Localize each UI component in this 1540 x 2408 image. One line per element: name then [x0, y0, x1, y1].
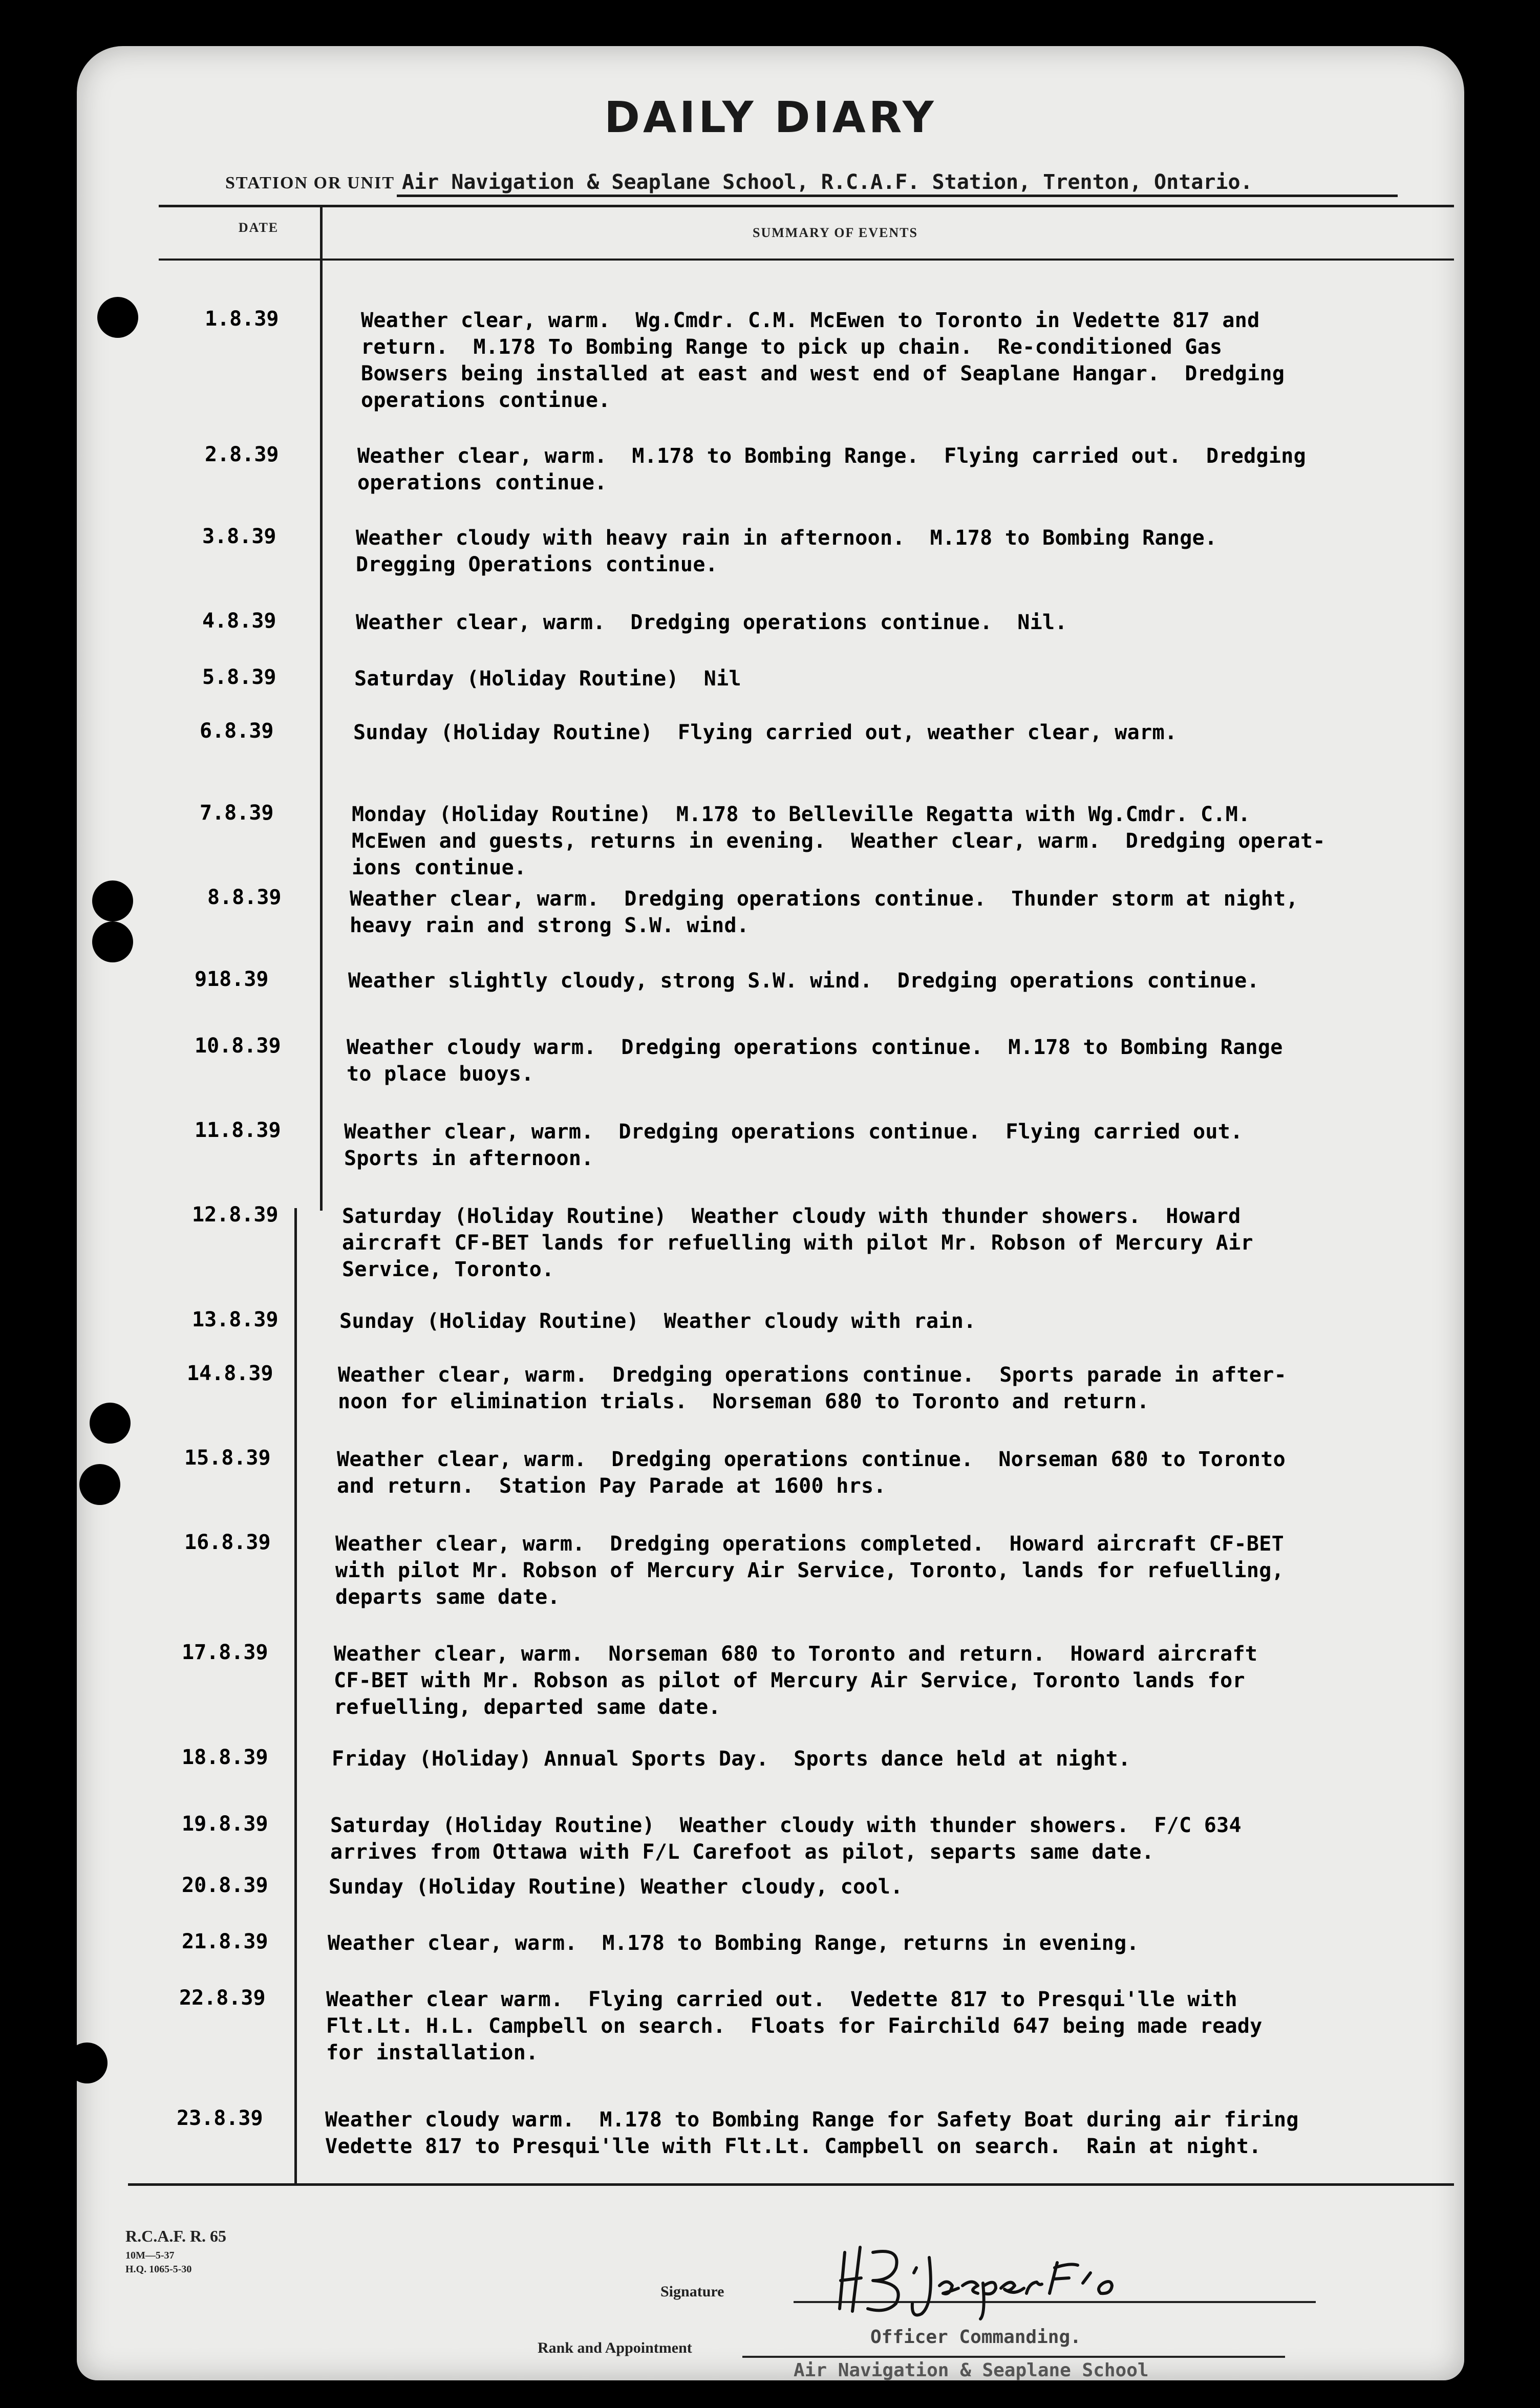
- entry-summary-line: heavy rain and strong S.W. wind.: [350, 914, 750, 937]
- entry-summary: [332, 1746, 1130, 1772]
- entry-summary: [328, 1930, 1139, 1956]
- entry-summary-line: for installation.: [326, 2041, 539, 2065]
- entry-summary-line: McEwen and guests, returns in evening. Weather clear, warm. Dredging operat-: [352, 829, 1325, 853]
- entry-summary-line: Weather clear, warm. Dredging operations continue. Sports parade in after-: [338, 1363, 1287, 1387]
- entry-summary: [353, 719, 1177, 746]
- entry-date: 6.8.39: [200, 719, 274, 743]
- entry-summary-line: Weather clear, warm. Dredging operations continue. Thunder storm at night,: [350, 887, 1299, 911]
- entry-summary-line: Saturday (Holiday Routine) Nil: [354, 667, 741, 691]
- punch-hole: [79, 1464, 120, 1505]
- entry-date: 19.8.39: [182, 1812, 268, 1836]
- entry-summary-line: to place buoys.: [347, 1062, 534, 1086]
- entry-summary-line: Sunday (Holiday Routine) Weather cloudy, cool.: [329, 1875, 903, 1899]
- entry-date: 12.8.39: [192, 1203, 279, 1227]
- entry-summary: [347, 1034, 1283, 1087]
- entry-date: 3.8.39: [202, 525, 276, 548]
- entry-summary: [330, 1812, 1242, 1865]
- entry-date: 11.8.39: [195, 1119, 281, 1142]
- entry-date: 17.8.39: [182, 1641, 268, 1664]
- entry-summary-line: Saturday (Holiday Routine) Weather cloudy with thunder showers. Howard: [342, 1205, 1241, 1228]
- entry-summary: [352, 801, 1325, 881]
- entry-summary-line: Sunday (Holiday Routine) Flying carried out, weather clear, warm.: [353, 721, 1178, 744]
- entry-summary-line: return. M.178 To Bombing Range to pick up chain. Re-conditioned Gas: [361, 335, 1223, 359]
- entry-date: 7.8.39: [200, 801, 274, 825]
- entry-summary: [342, 1203, 1253, 1283]
- entry-summary-line: departs same date.: [335, 1585, 560, 1609]
- entry-summary-line: Weather cloudy warm. M.178 to Bombing Range for Safety Boat during air firing: [325, 2108, 1299, 2132]
- entry-summary-line: Weather cloudy warm. Dredging operations continue. M.178 to Bombing Range: [347, 1036, 1283, 1059]
- form-hq-code: H.Q. 1065-5-30: [125, 2264, 192, 2275]
- rank-line: [742, 2356, 1285, 2358]
- table-header-rule: [159, 259, 1454, 261]
- entry-summary: [325, 2106, 1299, 2160]
- station-line: [225, 161, 1398, 197]
- station-underline: [397, 195, 1398, 197]
- entry-summary-line: Flt.Lt. H.L. Campbell on search. Floats for Fairchild 647 being made ready: [326, 2014, 1263, 2038]
- entry-summary: [356, 525, 1217, 578]
- punch-hole: [90, 1403, 131, 1444]
- entry-summary-line: Sunday (Holiday Routine) Weather cloudy with rain.: [339, 1309, 976, 1333]
- entry-date: 22.8.39: [179, 1986, 266, 2010]
- entry-summary: [361, 307, 1285, 414]
- entry-date: 5.8.39: [202, 665, 276, 689]
- entry-summary-line: Bowsers being installed at east and west end of Seaplane Hangar. Dredging: [361, 362, 1285, 385]
- entry-summary-line: ions continue.: [352, 856, 527, 879]
- entry-summary: [335, 1531, 1284, 1610]
- entry-summary-line: and return. Station Pay Parade at 1600 hrs.: [337, 1474, 886, 1498]
- column-divider-upper: [320, 205, 323, 1211]
- table-bottom-rule: [128, 2183, 1454, 2186]
- entry-summary-line: Weather clear, warm. Dredging operations continue. Nil.: [356, 611, 1067, 634]
- rank-label: Rank and Appointment: [538, 2339, 692, 2356]
- entry-summary: [337, 1446, 1286, 1499]
- entry-summary: [326, 1986, 1263, 2066]
- entry-summary-line: Weather clear, warm. Norseman 680 to Toronto and return. Howard aircraft: [334, 1642, 1258, 1666]
- entry-summary-line: CF-BET with Mr. Robson as pilot of Mercury Air Service, Toronto lands for: [334, 1669, 1245, 1692]
- entry-date: 13.8.39: [192, 1308, 279, 1331]
- station-label: STATION OR UNIT: [225, 174, 395, 192]
- entry-summary-line: Sports in afternoon.: [344, 1147, 594, 1170]
- entry-summary-line: Saturday (Holiday Routine) Weather cloudy with thunder showers. F/C 634: [330, 1814, 1242, 1837]
- punch-hole: [92, 880, 133, 921]
- entry-summary: [339, 1308, 976, 1335]
- entry-date: 918.39: [195, 967, 269, 991]
- page-title: DAILY DIARY: [604, 92, 937, 142]
- entry-date: 23.8.39: [177, 2106, 263, 2130]
- entry-date: 2.8.39: [205, 443, 279, 466]
- entry-summary-line: Weather clear, warm. M.178 to Bombing Range. Flying carried out. Dredging: [357, 444, 1307, 468]
- handwritten-signature: [824, 2237, 1142, 2324]
- entry-date: 20.8.39: [182, 1874, 268, 1897]
- entry-summary-line: Weather clear, warm. Dredging operations continue. Norseman 680 to Toronto: [337, 1448, 1286, 1471]
- entry-summary: [344, 1119, 1243, 1172]
- punch-hole: [67, 2042, 108, 2083]
- entry-date: 1.8.39: [205, 307, 279, 331]
- entry-summary-line: Weather clear warm. Flying carried out. Vedette 817 to Presqui'lle with: [326, 1988, 1237, 2011]
- entry-summary: [350, 886, 1298, 939]
- entry-date: 18.8.39: [182, 1746, 268, 1769]
- entry-summary-line: Vedette 817 to Presqui'lle with Flt.Lt. Campbell on search. Rain at night.: [325, 2135, 1261, 2158]
- entry-summary-line: operations continue.: [357, 471, 607, 494]
- entry-summary-line: Service, Toronto.: [342, 1258, 554, 1281]
- rank-value: Officer Commanding.: [870, 2327, 1081, 2348]
- entry-summary: [329, 1874, 903, 1900]
- entry-summary: [348, 967, 1259, 994]
- entry-summary: [354, 665, 741, 692]
- signature-label: Signature: [660, 2283, 724, 2300]
- entry-date: 21.8.39: [182, 1930, 268, 1953]
- entry-date: 10.8.39: [195, 1034, 281, 1058]
- entry-summary-line: Monday (Holiday Routine) M.178 to Belleville Regatta with Wg.Cmdr. C.M.: [352, 803, 1251, 826]
- entry-summary-line: Weather cloudy with heavy rain in afternoon. M.178 to Bombing Range.: [356, 526, 1217, 550]
- entry-summary-line: Weather clear, warm. Dredging operations continue. Flying carried out.: [344, 1120, 1243, 1144]
- entry-summary: [357, 443, 1306, 496]
- summary-column-header: SUMMARY OF EVENTS: [753, 225, 918, 240]
- entry-summary-line: refuelling, departed same date.: [334, 1695, 721, 1719]
- entry-date: 16.8.39: [184, 1531, 271, 1554]
- entry-summary-line: Weather clear, warm. Wg.Cmdr. C.M. McEwen to Toronto in Vedette 817 and: [361, 309, 1260, 332]
- form-identifier: [125, 2227, 226, 2275]
- entry-summary: [334, 1641, 1257, 1721]
- station-value: Air Navigation & Seaplane School, R.C.A.F. Station, Trenton, Ontario.: [402, 170, 1253, 194]
- entry-summary-line: Dregging Operations continue.: [356, 553, 718, 576]
- entry-summary-line: operations continue.: [361, 389, 611, 412]
- form-print-code: 10M—5-37: [125, 2250, 175, 2261]
- entry-summary-line: Weather clear, warm. M.178 to Bombing Range, returns in evening.: [328, 1931, 1139, 1955]
- rank-value-secondary: Air Navigation & Seaplane School: [794, 2360, 1149, 2381]
- entry-date: 4.8.39: [202, 609, 276, 633]
- entry-date: 8.8.39: [207, 886, 282, 909]
- entry-summary-line: noon for elimination trials. Norseman 680 to Toronto and return.: [338, 1390, 1149, 1413]
- entry-summary-line: Weather slightly cloudy, strong S.W. wind. Dredging operations continue.: [348, 969, 1259, 993]
- entry-summary-line: Weather clear, warm. Dredging operations completed. Howard aircraft CF-BET: [335, 1532, 1285, 1556]
- table-top-rule: [159, 205, 1454, 207]
- column-divider-lower: [294, 1208, 297, 2186]
- punch-hole: [97, 297, 138, 338]
- form-number: R.C.A.F. R. 65: [125, 2227, 227, 2245]
- entry-summary-line: arrives from Ottawa with F/L Carefoot as pilot, separts same date.: [330, 1840, 1154, 1864]
- entry-summary: [356, 609, 1067, 636]
- entry-summary-line: Friday (Holiday) Annual Sports Day. Sports dance held at night.: [332, 1747, 1131, 1771]
- entry-summary-line: aircraft CF-BET lands for refuelling with pilot Mr. Robson of Mercury Air: [342, 1231, 1253, 1255]
- entry-summary-line: with pilot Mr. Robson of Mercury Air Service, Toronto, lands for refuelling,: [335, 1559, 1285, 1582]
- punch-hole: [92, 921, 133, 962]
- entry-date: 14.8.39: [187, 1362, 273, 1385]
- entry-date: 15.8.39: [184, 1446, 271, 1470]
- entry-summary: [338, 1362, 1287, 1415]
- diary-sheet: [77, 46, 1464, 2380]
- date-column-header: DATE: [238, 220, 279, 235]
